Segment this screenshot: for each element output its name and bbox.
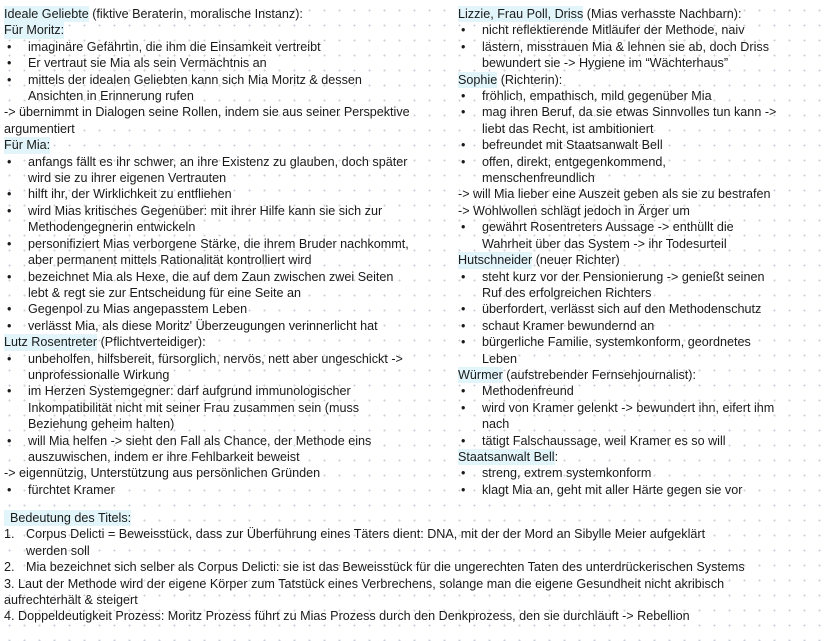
sophie-heading-highlight: Sophie bbox=[458, 72, 498, 87]
lizzie-heading-highlight: Lizzie, Frau Poll, Driss bbox=[458, 7, 584, 21]
left-column bbox=[4, 6, 454, 498]
bell-heading: Staatsanwalt Bell: bbox=[458, 449, 559, 464]
list-item: • offen, direkt, entgegenkommend, menschenfreundlich bbox=[458, 154, 820, 187]
list-item: • nicht reflektierende Mitläufer der Methode, naiv bbox=[458, 22, 820, 38]
list-item: • schaut Kramer bewundernd an bbox=[458, 318, 820, 334]
fuer-mia-heading: Für Mia: bbox=[4, 138, 51, 153]
arrow-note: -> will Mia lieber eine Auszeit geben als sie zu bestrafen bbox=[458, 187, 771, 202]
list-item: • verlässt Mia, als diese Moritz' Überzeugungen verinnerlicht hat bbox=[4, 318, 454, 334]
list-item: • mag ihren Beruf, da sie etwas Sinnvolles tun kann -> liebt das Recht, ist ambitioniert bbox=[458, 104, 820, 137]
fuer-moritz-heading: Für Moritz: bbox=[4, 23, 65, 38]
list-item: • anfangs fällt es ihr schwer, an ihre Existenz zu glauben, doch später wird sie zu ihrer eigenen Vertrauten bbox=[4, 154, 454, 187]
list-item: • unbeholfen, hilfsbereit, fürsorglich, nervös, nett aber ungeschickt -> unprofessionalle Wirkung bbox=[4, 351, 454, 384]
list-item: • tätigt Falschaussage, weil Kramer es so will bbox=[458, 433, 820, 449]
right-column bbox=[458, 6, 820, 498]
numbered-item: 1. Corpus Delicti = Beweisstück, dass zur Überführung eines Täters dient: DNA, mit der der Mord an Sibylle Meier aufgeklärt werden soll bbox=[4, 527, 706, 558]
list-item: • Methodenfreund bbox=[458, 383, 820, 399]
bell-heading-highlight: Staatsanwalt Bell bbox=[458, 449, 555, 464]
list-item: • hilft ihr, der Wirklichkeit zu entfliehen bbox=[4, 186, 454, 202]
list-item: • befreundet mit Staatsanwalt Bell bbox=[458, 137, 820, 153]
list-item: • bezeichnet Mia als Hexe, die auf dem Zaun zwischen zwei Seiten lebt & regt sie zur Entscheidung für eine Seite an bbox=[4, 269, 454, 302]
lutz-heading-highlight: Lutz Rosentreter bbox=[4, 335, 98, 350]
sophie-heading: Sophie (Richterin): bbox=[458, 72, 563, 87]
arrow-note: -> übernimmt in Dialogen seine Rollen, indem sie aus seiner Perspektive argumentiert bbox=[4, 105, 410, 136]
wuermer-heading-highlight: Würmer bbox=[458, 367, 503, 382]
title-meaning-section bbox=[4, 510, 824, 625]
list-item: • fürchtet Kramer bbox=[4, 482, 454, 498]
list-item: • Gegenpol zu Mias angepasstem Leben bbox=[4, 301, 454, 317]
numbered-item: 3. Laut der Methode wird der eigene Körper zum Tatstück eines Verbrechens, solange man die eigene Gesundheit nicht akribisch aufrechterhält & steigert bbox=[4, 576, 725, 608]
hutschneider-heading-highlight: Hutschneider bbox=[458, 253, 533, 268]
list-item: • im Herzen Systemgegner: darf aufgrund immunologischer Inkompatibilität nicht mit seiner Frau zusammen sein (muss Beziehung geheim halten) bbox=[4, 383, 454, 432]
lutz-heading: Lutz Rosentreter (Pflichtverteidiger): bbox=[4, 335, 206, 350]
list-item: • gewährt Rosentreters Aussage -> enthüllt die Wahrheit über das System -> ihr Todesurteil bbox=[458, 219, 820, 252]
list-item: • wird von Kramer gelenkt -> bewundert ihn, eifert ihm nach bbox=[458, 400, 820, 433]
wuermer-heading: Würmer (aufstrebender Fernsehjournalist): bbox=[458, 367, 696, 382]
list-item: • fröhlich, empathisch, mild gegenüber Mia bbox=[458, 88, 820, 104]
numbered-item: 2. Mia bezeichnet sich selber als Corpus Delicti: sie ist das Beweisstück für die ungerechten Taten des unterdrückerischen Systems bbox=[4, 560, 745, 575]
arrow-note: -> eigennützig, Unterstützung aus persönlichen Gründen bbox=[4, 466, 321, 481]
hutschneider-heading: Hutschneider (neuer Richter) bbox=[458, 253, 620, 268]
list-item: • klagt Mia an, geht mit aller Härte gegen sie vor bbox=[458, 482, 820, 498]
numbered-item: 4. Doppeldeutigkeit Prozess: Moritz Prozess führt zu Mias Prozess durch den Denkprozess, den sie durchläuft -> Rebellion bbox=[4, 609, 690, 624]
geliebte-heading: Ideale Geliebte (fiktive Beraterin, moralische Instanz): bbox=[4, 7, 303, 21]
list-item: • überfordert, verlässt sich auf den Methodenschutz bbox=[458, 301, 820, 317]
list-item: • lästern, misstrauen Mia & lehnen sie ab, doch Driss bewundert sie -> Hygiene im “Wächterhaus” bbox=[458, 39, 820, 72]
list-item: • mittels der idealen Geliebten kann sich Mia Moritz & dessen Ansichten in Erinnerung rufen bbox=[4, 72, 454, 105]
list-item: • steht kurz vor der Pensionierung -> genießt seinen Ruf des erfolgreichen Richters bbox=[458, 269, 820, 302]
title-meaning-heading: Bedeutung des Titels: bbox=[4, 510, 131, 526]
list-item: • personifiziert Mias verborgene Stärke, die ihrem Bruder nachkommt, aber permanent mittels Rationalität kontrolliert wird bbox=[4, 236, 454, 269]
geliebte-heading-highlight: Ideale Geliebte bbox=[4, 7, 89, 21]
list-item: • imaginäre Gefährtin, die ihm die Einsamkeit vertreibt bbox=[4, 39, 454, 55]
list-item: • bürgerliche Familie, systemkonform, geordnetes Leben bbox=[458, 334, 820, 367]
list-item: • wird Mias kritisches Gegenüber: mit ihrer Hilfe kann sie sich zur Methodengegnerin entwickeln bbox=[4, 203, 454, 236]
lizzie-heading: Lizzie, Frau Poll, Driss (Mias verhasste Nachbarn): bbox=[458, 7, 742, 21]
arrow-note: -> Wohlwollen schlägt jedoch in Ärger um bbox=[458, 203, 690, 218]
list-item: • will Mia helfen -> sieht den Fall als Chance, der Methode eins auszuwischen, indem er ihre Fehlbarkeit beweist bbox=[4, 433, 454, 466]
list-item: • Er vertraut sie Mia als sein Vermächtnis an bbox=[4, 55, 454, 71]
list-item: • streng, extrem systemkonform bbox=[458, 465, 820, 481]
